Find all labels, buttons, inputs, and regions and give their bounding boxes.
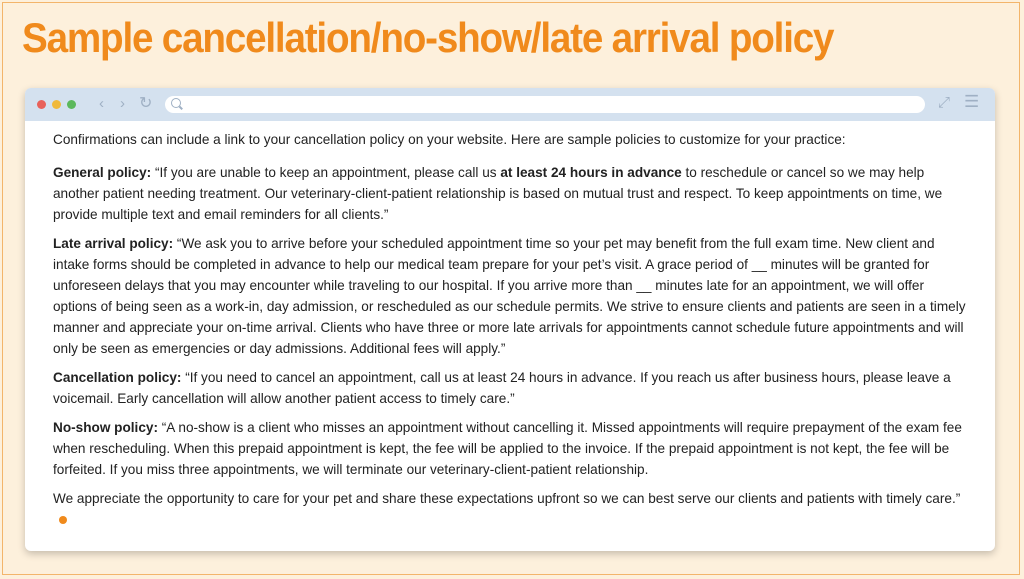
- general-policy-text-end: to reschedule or cancel so we may help another patient needing treatment. Our veterinary-client-patient relationship is based on mutual trust and respect. To keep appointments on time, we provide multiple text and email reminders for all clients.”: [53, 165, 943, 222]
- intro-text: Confirmations can include a link to your cancellation policy on your website. Here are sample policies to customize for your practice:: [53, 132, 846, 147]
- general-policy-text-start: “If you are unable to keep an appointment, please call us: [151, 165, 501, 180]
- no-show-policy-label: No-show policy:: [53, 420, 158, 435]
- search-icon: [171, 98, 181, 108]
- expand-icon[interactable]: ⤢: [938, 94, 951, 111]
- closing-text-body: We appreciate the opportunity to care for your pet and share these expectations upfront so we can best serve our clients and patients with timely care.”: [53, 491, 961, 506]
- late-arrival-policy: [53, 233, 967, 359]
- cancellation-policy: [53, 367, 967, 409]
- general-policy: [53, 162, 967, 225]
- late-arrival-policy-label: Late arrival policy:: [53, 236, 174, 251]
- general-policy-label: General policy:: [53, 165, 152, 180]
- reload-icon[interactable]: ↻: [139, 95, 153, 112]
- page-title: Sample cancellation/no-show/late arrival policy: [22, 14, 834, 61]
- closing-text: [53, 488, 967, 530]
- no-show-policy: [53, 417, 967, 480]
- end-mark-icon: [59, 516, 67, 524]
- late-arrival-policy-text: “We ask you to arrive before your scheduled appointment time so your pet may benefit from the full exam time. New client and intake forms should be completed in advance to help our medical team prepare for your pet’s visit. A grace period of __ minutes will be granted for unforeseen delays that you may encounter while traveling to our hospital. If you arrive more than __ minutes late for an appointment, we will offer options of being seen as a work-in, day admission, or rescheduled as our schedule permits. We strive to ensure clients and patients are seen in a timely manner and appreciate your on-time arrival. Clients who have three or more late arrivals for appointments cannot schedule future appointments and will only be seen as emergencies or day admissions. Additional fees will apply.”: [53, 236, 966, 356]
- close-window-icon[interactable]: [37, 100, 46, 109]
- cancellation-policy-label: Cancellation policy:: [53, 370, 182, 385]
- forward-icon[interactable]: ›: [120, 95, 125, 112]
- cancellation-policy-text: “If you need to cancel an appointment, call us at least 24 hours in advance. If you reach us after business hours, please leave a voicemail. Early cancellation will allow another patient access to timely care.”: [53, 370, 951, 406]
- page-content: [25, 121, 995, 530]
- address-bar[interactable]: [165, 96, 925, 113]
- back-icon[interactable]: ‹: [99, 95, 104, 112]
- general-policy-emphasis: at least 24 hours in advance: [500, 165, 682, 180]
- browser-toolbar: [25, 88, 995, 121]
- menu-icon[interactable]: ☰: [964, 92, 980, 111]
- browser-window: [25, 88, 995, 551]
- no-show-policy-text: “A no-show is a client who misses an appointment without cancelling it. Missed appointments will require prepayment of the exam fee when rescheduling. When this prepaid appointment is kept, the fee will be applied to the invoice. If the prepaid appointment is not kept, the fee will be forfeited. If you miss three appointments, we will terminate our veterinary-client-patient relationship.: [53, 420, 962, 477]
- maximize-window-icon[interactable]: [67, 100, 76, 109]
- minimize-window-icon[interactable]: [52, 100, 61, 109]
